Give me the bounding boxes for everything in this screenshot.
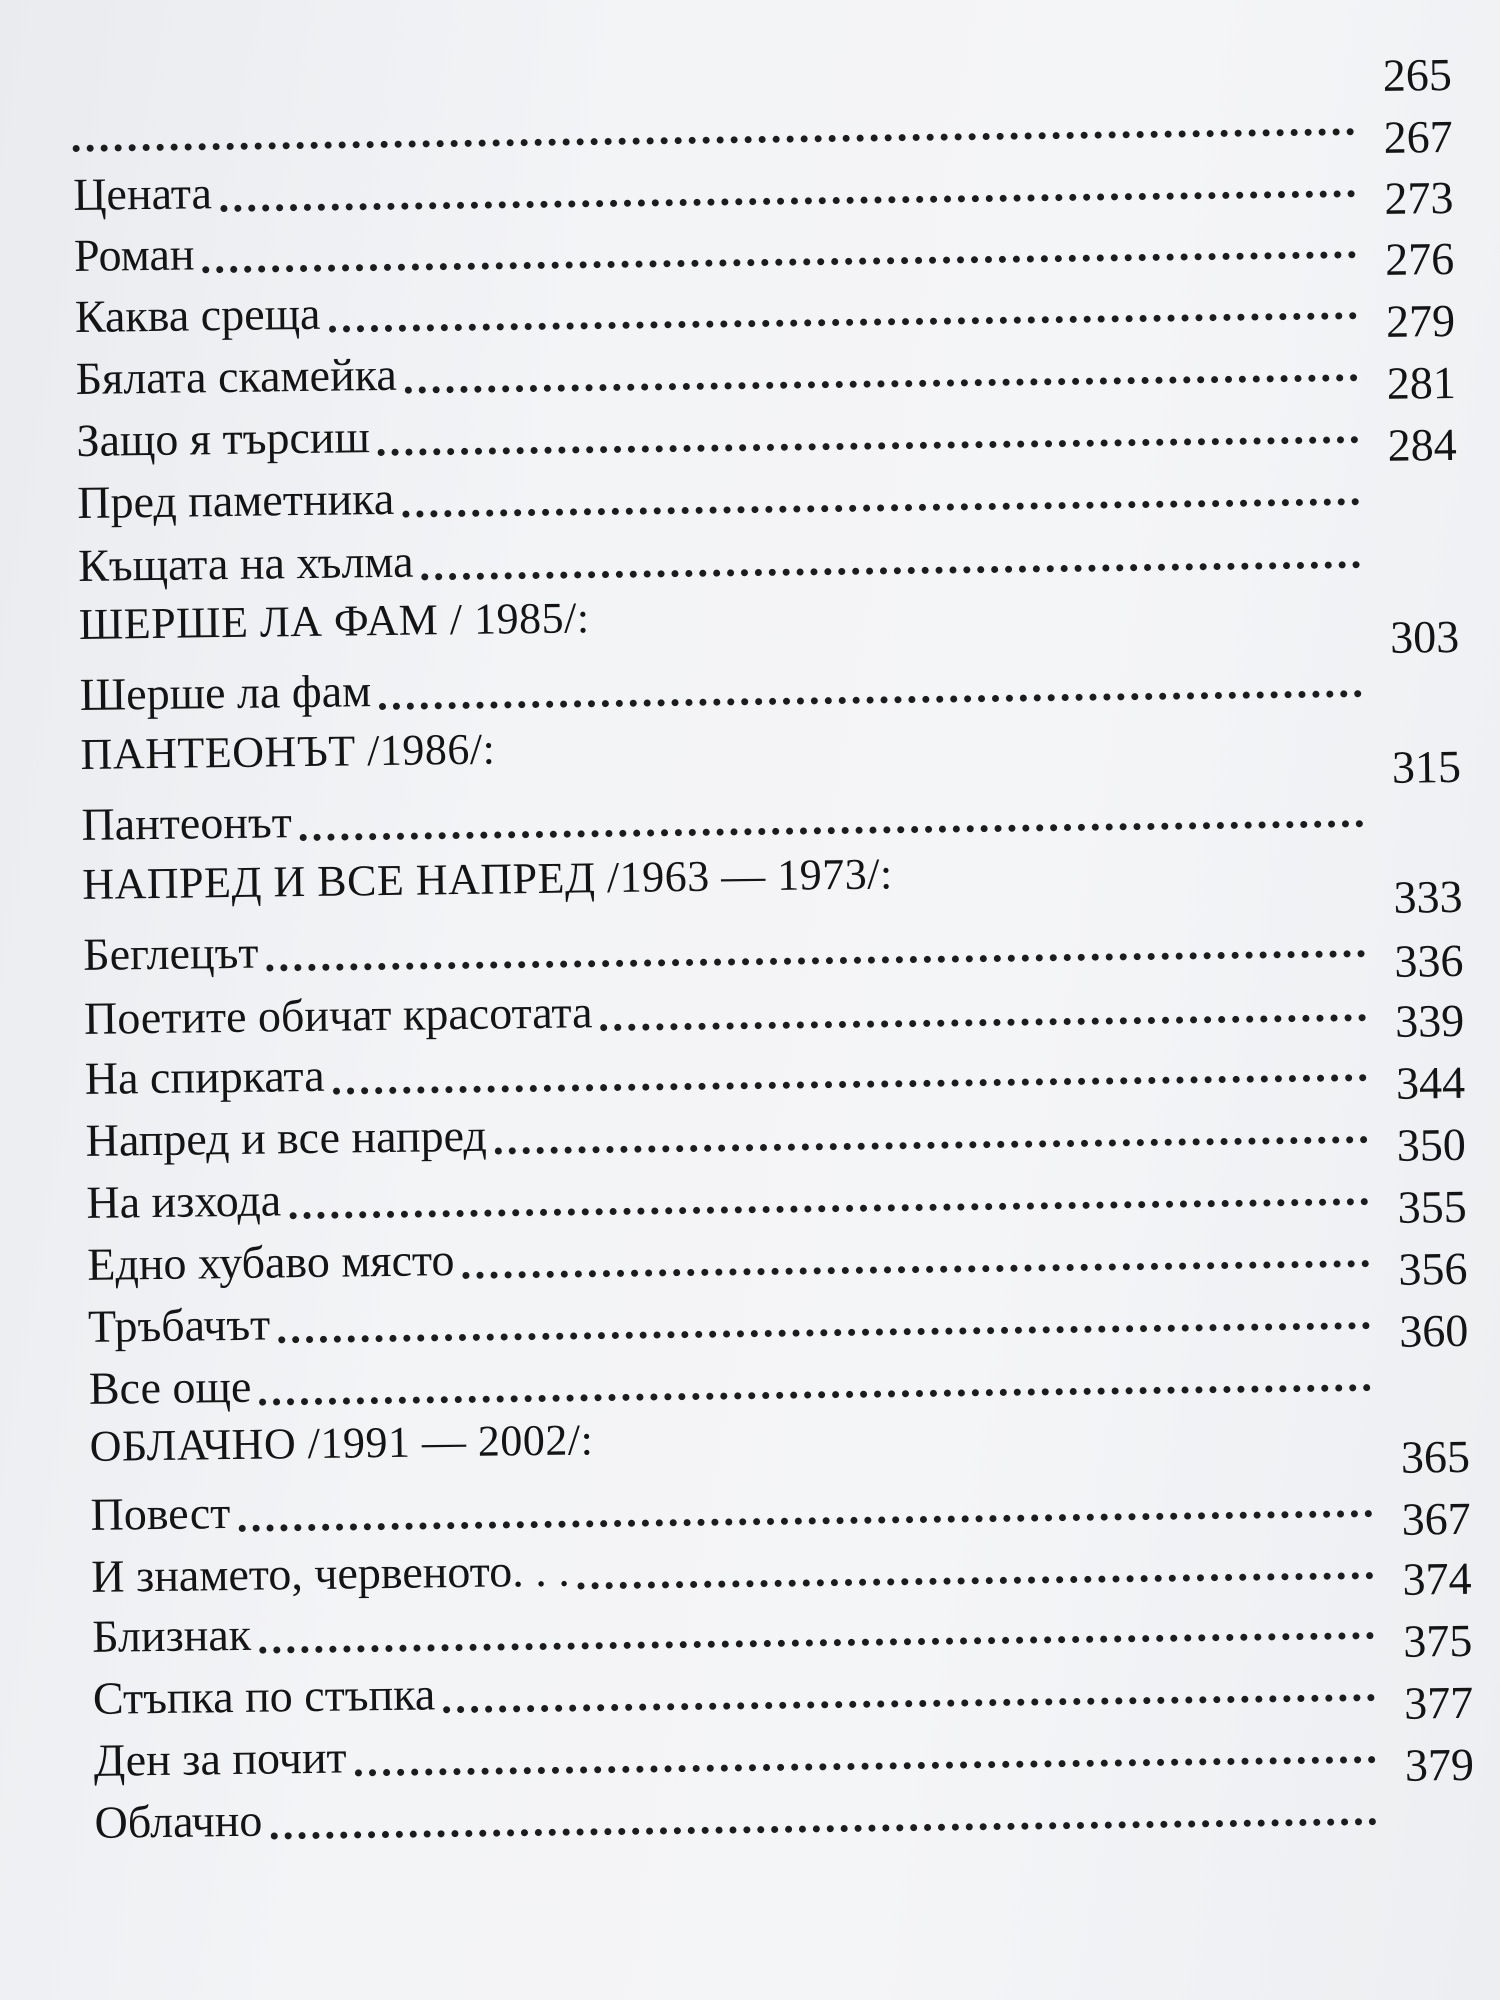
- section-title: НАПРЕД И ВСЕ НАПРЕД /1963 — 1973/:: [81, 849, 893, 909]
- entry-page-number: 284: [1387, 418, 1457, 471]
- entry-page-number: 276: [1384, 232, 1455, 285]
- entry-title: Тръбачът: [87, 1298, 271, 1352]
- entry-page-number: 350: [1396, 1118, 1467, 1171]
- entry-title: На спирката: [84, 1049, 325, 1104]
- entry-page-number: 365: [1400, 1430, 1471, 1483]
- entry-title: Пред паметника: [76, 472, 395, 528]
- entry-title: Едно хубаво място: [86, 1234, 455, 1290]
- entry-page-number: 356: [1398, 1242, 1468, 1295]
- entry-title: Шерше ла фам: [79, 665, 372, 720]
- dot-leader: [495, 1136, 1368, 1154]
- entry-title: Роман: [73, 228, 195, 281]
- entry-title: Ден за почит: [93, 1731, 347, 1786]
- entry-page-number: 273: [1384, 171, 1454, 224]
- entry-title: Пантеонът: [81, 796, 293, 850]
- entry-page-number: 374: [1402, 1552, 1472, 1605]
- entry-page-number: 333: [1393, 870, 1463, 923]
- entry-page-number: 303: [1389, 610, 1460, 663]
- entry-title: На изхода: [86, 1174, 282, 1228]
- entry-title: Все още: [88, 1360, 252, 1414]
- section-title: ОБЛАЧНО /1991 — 2002/:: [89, 1415, 594, 1471]
- entry-title: Защо я търсиш: [76, 411, 371, 466]
- entry-title: Каква среща: [74, 287, 321, 342]
- dot-leader: [402, 498, 1359, 518]
- entry-page-number: 279: [1385, 294, 1456, 347]
- entry-title: Стъпка по стъпка: [92, 1668, 436, 1724]
- entry-page-number: 336: [1394, 934, 1464, 987]
- section-title: ПАНТЕОНЪТ /1986/:: [80, 724, 496, 779]
- entry-title: Поетите обичат красотата: [83, 986, 593, 1044]
- entry-page-number: 355: [1397, 1180, 1467, 1233]
- dot-leader: [421, 561, 1360, 580]
- entry-title: Облачно: [94, 1794, 263, 1848]
- dot-leader: [300, 820, 1364, 841]
- entry-title: Къщата на хълма: [77, 535, 414, 591]
- entry-page-number: 379: [1404, 1738, 1475, 1791]
- entry-title: И знамето, червеното. . .: [91, 1544, 571, 1602]
- entry-page-number: 339: [1394, 994, 1465, 1047]
- entry-title: Беглецът: [82, 926, 259, 980]
- section-title: ШЕРШЕ ЛА ФАМ / 1985/:: [78, 593, 590, 649]
- entry-page-number: 377: [1403, 1676, 1474, 1729]
- dot-leader: [379, 690, 1362, 710]
- entry-page-number: 360: [1398, 1304, 1469, 1357]
- entry-title: Напред и все напред: [85, 1109, 488, 1166]
- entry-page-number: 344: [1395, 1056, 1466, 1109]
- entry-page-number: 267: [1383, 110, 1453, 163]
- entry-page-number: 375: [1402, 1614, 1473, 1667]
- entry-title: Бялата скамейка: [75, 348, 398, 404]
- entry-page-number: 281: [1386, 356, 1457, 409]
- entry-page-number: 315: [1391, 740, 1462, 793]
- entry-title: Цената: [72, 167, 213, 220]
- entry-page-number: 265: [1382, 48, 1453, 101]
- entry-page-number: 367: [1401, 1492, 1472, 1545]
- table-of-contents: [72, 48, 1475, 1848]
- entry-title: Повест: [90, 1487, 231, 1540]
- entry-title: Близнак: [91, 1608, 252, 1662]
- dot-leader: [271, 1818, 1377, 1839]
